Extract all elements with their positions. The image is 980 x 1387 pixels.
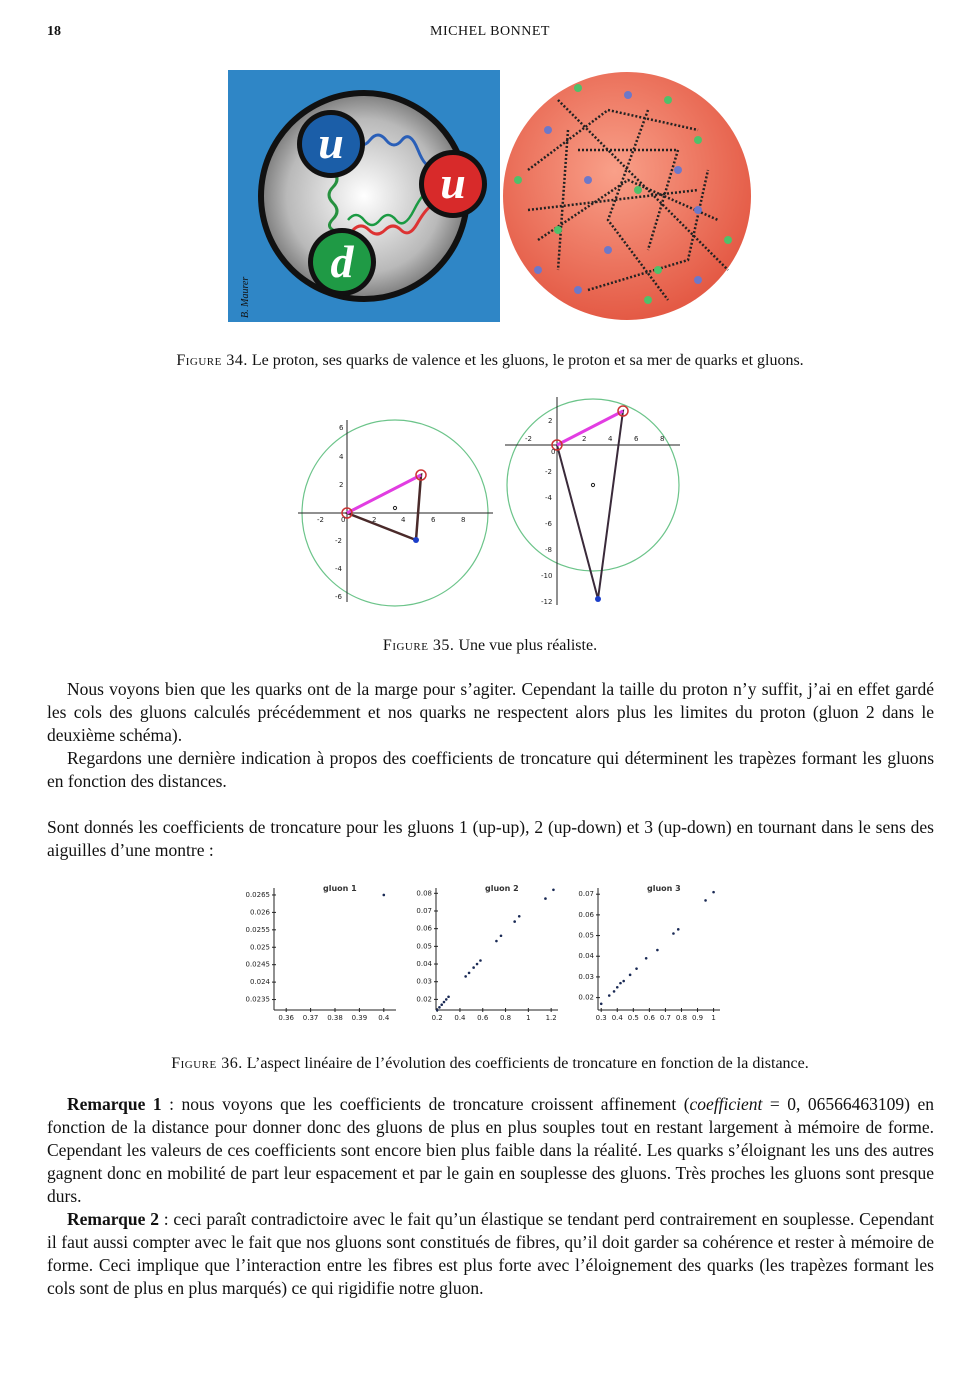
data-point	[500, 934, 503, 937]
right-quark-3	[595, 596, 601, 602]
coefficient-charts	[245, 878, 728, 1026]
y-tick-label: 0.05	[578, 931, 594, 940]
y-tick-label: 0.0245	[245, 960, 270, 969]
data-point	[629, 974, 632, 977]
remark-1-math: coefficient	[689, 1094, 763, 1114]
data-point	[619, 982, 622, 985]
y-tick-label: 0.07	[416, 906, 432, 915]
data-point	[622, 980, 625, 983]
y-tick-label: 0.04	[416, 960, 432, 969]
x-tick-label: 0.37	[302, 1014, 319, 1022]
chart-gluon-1	[246, 884, 397, 1022]
svg-text:0: 0	[551, 448, 556, 456]
proton-geometry-views	[295, 395, 690, 607]
x-tick-label: 0.6	[477, 1014, 489, 1022]
figure-34	[228, 70, 752, 322]
y-tick-label: 0.02	[578, 993, 594, 1002]
x-tick-label: 0.9	[691, 1014, 704, 1022]
x-tick-label: 0.5	[627, 1014, 639, 1022]
data-point	[472, 966, 475, 969]
svg-text:-4: -4	[545, 494, 552, 502]
x-tick-label: 0.3	[595, 1014, 607, 1022]
quark-up-1-label: u	[318, 117, 344, 168]
x-tick-label: 0.38	[327, 1014, 343, 1022]
left-center-marker	[393, 506, 396, 509]
y-tick-label: 0.0235	[245, 995, 270, 1004]
data-point	[468, 972, 471, 975]
y-tick-label: 0.06	[578, 910, 594, 919]
y-tick-label: 0.07	[578, 890, 594, 899]
chart-title: gluon 3	[647, 884, 681, 893]
svg-text:0: 0	[341, 516, 346, 524]
quark-up-2-label: u	[440, 157, 466, 208]
x-tick-label: 0.7	[659, 1014, 671, 1022]
data-point	[552, 888, 555, 891]
svg-text:4: 4	[401, 516, 406, 524]
chart-title: gluon 2	[485, 884, 519, 893]
data-point	[518, 915, 521, 918]
remark-2-body: : ceci paraît contradictoire avec le fait qu’un élastique se tendant perd contrairement en souplesse. Cependant il faut aussi compter avec le fait que nos gluons sont constitués de fibres, qu’il doit garder sa cohérence et rester à mémoire de forme. Ceci implique que l’interaction entre les fibres est plus forte avec l’éloignement des quarks (les trapèzes formant les cols sont de plus en plus marqués) ce qui rigidifie notre gluon.	[47, 1209, 934, 1298]
remark-1-label: Remarque 1	[67, 1094, 162, 1114]
data-point	[656, 949, 659, 952]
svg-text:2: 2	[548, 417, 553, 425]
data-point	[704, 899, 707, 902]
svg-text:2: 2	[582, 435, 587, 443]
svg-text:-6: -6	[335, 593, 342, 601]
data-point	[635, 967, 638, 970]
page-number: 18	[47, 24, 61, 39]
remark-2	[47, 1208, 934, 1300]
figure-35-label: Figure 35.	[382, 637, 455, 654]
figure-34-caption-text: Le proton, ses quarks de valence et les gluons, le proton et sa mer de quarks et gluons.	[251, 352, 804, 369]
y-tick-label: 0.026	[249, 908, 270, 917]
data-point	[447, 995, 450, 998]
data-point	[436, 1009, 439, 1012]
data-point	[383, 894, 386, 897]
data-point	[513, 920, 516, 923]
paragraph-2: Regardons une dernière indication à propos des coefficients de troncature qui déterminent les trapèzes formant les gluons en fonction des distances.	[47, 748, 934, 791]
data-point	[645, 957, 648, 960]
data-point	[445, 998, 448, 1001]
x-tick-label: 1	[526, 1014, 531, 1022]
svg-text:6: 6	[634, 435, 639, 443]
svg-text:4: 4	[339, 453, 344, 461]
svg-text:6: 6	[339, 424, 344, 432]
quark-down-label: d	[330, 236, 354, 287]
data-point	[443, 1001, 446, 1004]
svg-text:4: 4	[608, 435, 613, 443]
image-credit: B. Maurer	[240, 276, 251, 318]
svg-text:-10: -10	[541, 572, 553, 580]
y-tick-label: 0.025	[249, 943, 270, 952]
data-point	[464, 975, 467, 978]
figure-35-caption-text: Une vue plus réaliste.	[458, 637, 598, 654]
x-tick-label: 1	[711, 1014, 716, 1022]
x-tick-label: 0.4	[454, 1014, 466, 1022]
data-point	[616, 986, 619, 989]
svg-text:2: 2	[339, 481, 344, 489]
data-point	[600, 1002, 603, 1005]
remark-1-body: ) en fonction de la distance pour donner donc des gluons de plus en plus souples tout en restant largement à mémoire de forme. Cependant les valeurs de ces coefficients sont encore bien plus faible dans la réalité. Les quarks s’éloignant les uns des autres gagnent donc en mobilité de part leur espacement et par le gain en souplesse des gluons. Très proches les gluons sont presque durs.	[47, 1094, 934, 1206]
left-gluon-highlight	[347, 475, 421, 513]
svg-text:2: 2	[372, 516, 377, 524]
y-tick-label: 0.04	[578, 952, 594, 961]
svg-text:8: 8	[461, 516, 466, 524]
x-tick-label: 1.2	[545, 1014, 557, 1022]
svg-text:6: 6	[431, 516, 436, 524]
x-tick-label: 0.6	[643, 1014, 655, 1022]
right-gluon-highlight	[557, 411, 623, 445]
chart-gluon-2	[416, 884, 558, 1022]
y-tick-label: 0.0255	[245, 925, 270, 934]
svg-text:-2: -2	[335, 537, 342, 545]
svg-text:-2: -2	[545, 468, 552, 476]
figure-35	[295, 395, 690, 607]
left-quark-3	[413, 537, 419, 543]
remark-1-intro: : nous voyons que les coefficients de troncature croissent affinement (	[161, 1094, 690, 1114]
paragraph-1: Nous voyons bien que les quarks ont de la marge pour s’agiter. Cependant la taille du proton n’y suffit, j’ai en effet gardé les cols des gluons calculés précédemment et nos quarks ne respectent alors plus les limites du proton (gluon 2 dans le deuxième schéma).	[47, 679, 934, 745]
y-tick-label: 0.03	[416, 977, 432, 986]
x-tick-label: 0.4	[611, 1014, 623, 1022]
proton-sea-sphere	[503, 72, 751, 320]
figure-34-caption	[0, 352, 980, 370]
svg-text:8: 8	[660, 435, 665, 443]
y-tick-label: 0.05	[416, 942, 432, 951]
svg-text:-12: -12	[541, 598, 553, 606]
y-tick-label: 0.02	[416, 995, 432, 1004]
y-tick-label: 0.0265	[245, 890, 270, 899]
x-tick-label: 0.4	[378, 1014, 390, 1022]
figure-34-label: Figure 34.	[176, 352, 248, 369]
right-geometry-view	[505, 397, 680, 606]
remark-1-equation: = 0, 06566463109	[762, 1094, 905, 1114]
left-x-ticks	[317, 516, 465, 524]
data-point	[544, 897, 547, 900]
remark-1	[47, 1093, 934, 1208]
y-tick-label: 0.08	[416, 889, 432, 898]
figure-36	[245, 878, 728, 1026]
figure-36-caption-text: L’aspect linéaire de l’évolution des coefficients de troncature en fonction de la distance.	[246, 1055, 809, 1072]
x-tick-label: 0.8	[499, 1014, 512, 1022]
figure-36-label: Figure 36.	[171, 1055, 243, 1072]
data-point	[495, 940, 498, 943]
proton-illustration	[228, 70, 752, 322]
running-head: MICHEL BONNET	[430, 24, 550, 39]
data-point	[438, 1006, 441, 1009]
remark-2-label: Remarque 2	[67, 1209, 159, 1229]
svg-text:-6: -6	[545, 520, 552, 528]
x-tick-label: 0.39	[351, 1014, 368, 1022]
data-point	[677, 928, 680, 931]
data-point	[613, 990, 616, 993]
data-point	[479, 959, 482, 962]
data-point	[440, 1003, 443, 1006]
data-point	[712, 891, 715, 894]
left-geometry-view	[298, 420, 493, 606]
x-tick-label: 0.8	[675, 1014, 688, 1022]
figure-36-caption	[0, 1055, 980, 1073]
x-tick-label: 0.36	[278, 1014, 294, 1022]
y-tick-label: 0.03	[578, 972, 594, 981]
svg-text:-8: -8	[545, 546, 552, 554]
data-point	[672, 932, 675, 935]
chart-gluon-3	[578, 884, 720, 1022]
right-center-marker	[591, 483, 594, 486]
figure-35-caption	[0, 637, 980, 655]
paragraph-3: Sont donnés les coefficients de troncature pour les gluons 1 (up-up), 2 (up-down) et 3 (up-down) en tournant dans le sens des aiguilles d’une montre :	[47, 817, 934, 860]
data-point	[608, 994, 611, 997]
svg-text:-2: -2	[525, 435, 532, 443]
chart-title: gluon 1	[323, 884, 357, 893]
y-tick-label: 0.06	[416, 924, 432, 933]
x-tick-label: 0.2	[431, 1014, 443, 1022]
y-tick-label: 0.024	[249, 978, 270, 987]
svg-text:-4: -4	[335, 565, 342, 573]
svg-text:-2: -2	[317, 516, 324, 524]
data-point	[476, 963, 479, 966]
